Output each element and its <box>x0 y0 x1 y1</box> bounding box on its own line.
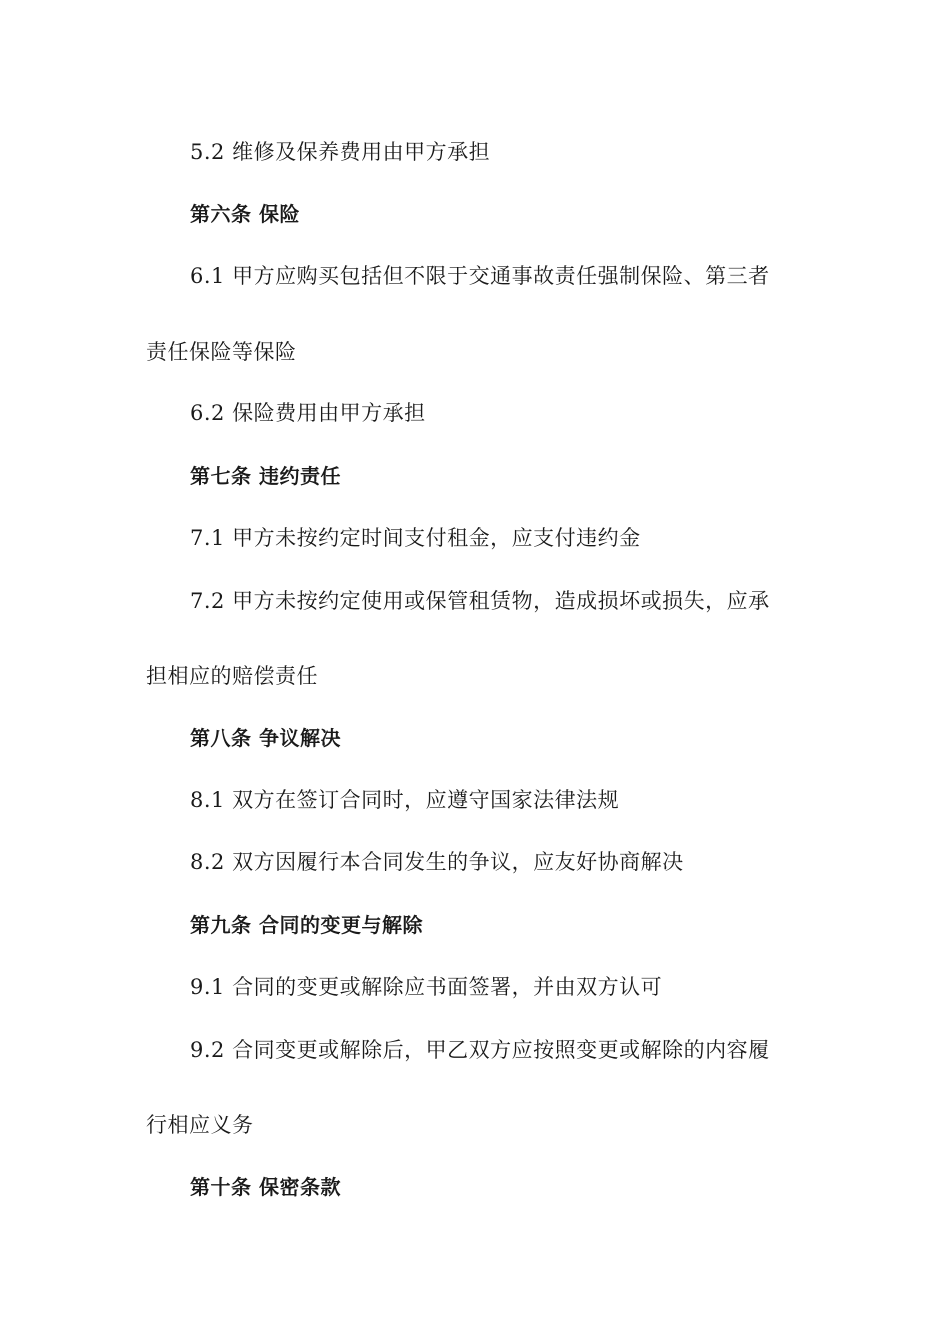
clause-9-2: 9.2 合同变更或解除后，甲乙双方应按照变更或解除的内容履 <box>190 1038 770 1062</box>
clause-7-2: 7.2 甲方未按约定使用或保管租赁物，造成损坏或损失，应承 <box>190 589 770 613</box>
article-8-heading: 第八条 争议解决 <box>190 726 341 750</box>
clause-6-1-continued: 责任保险等保险 <box>146 340 297 364</box>
clause-6-1: 6.1 甲方应购买包括但不限于交通事故责任强制保险、第三者 <box>190 264 770 288</box>
clause-8-1: 8.1 双方在签订合同时，应遵守国家法律法规 <box>190 788 620 812</box>
clause-6-2: 6.2 保险费用由甲方承担 <box>190 401 426 425</box>
article-9-heading: 第九条 合同的变更与解除 <box>190 913 423 937</box>
clause-5-2: 5.2 维修及保养费用由甲方承担 <box>190 140 491 164</box>
clause-7-2-continued: 担相应的赔偿责任 <box>146 664 318 688</box>
clause-9-1: 9.1 合同的变更或解除应书面签署，并由双方认可 <box>190 975 663 999</box>
clause-9-2-continued: 行相应义务 <box>146 1113 254 1137</box>
article-10-heading: 第十条 保密条款 <box>190 1175 341 1199</box>
clause-8-2: 8.2 双方因履行本合同发生的争议，应友好协商解决 <box>190 850 684 874</box>
clause-7-1: 7.1 甲方未按约定时间支付租金，应支付违约金 <box>190 526 641 550</box>
article-6-heading: 第六条 保险 <box>190 202 300 226</box>
article-7-heading: 第七条 违约责任 <box>190 464 341 488</box>
